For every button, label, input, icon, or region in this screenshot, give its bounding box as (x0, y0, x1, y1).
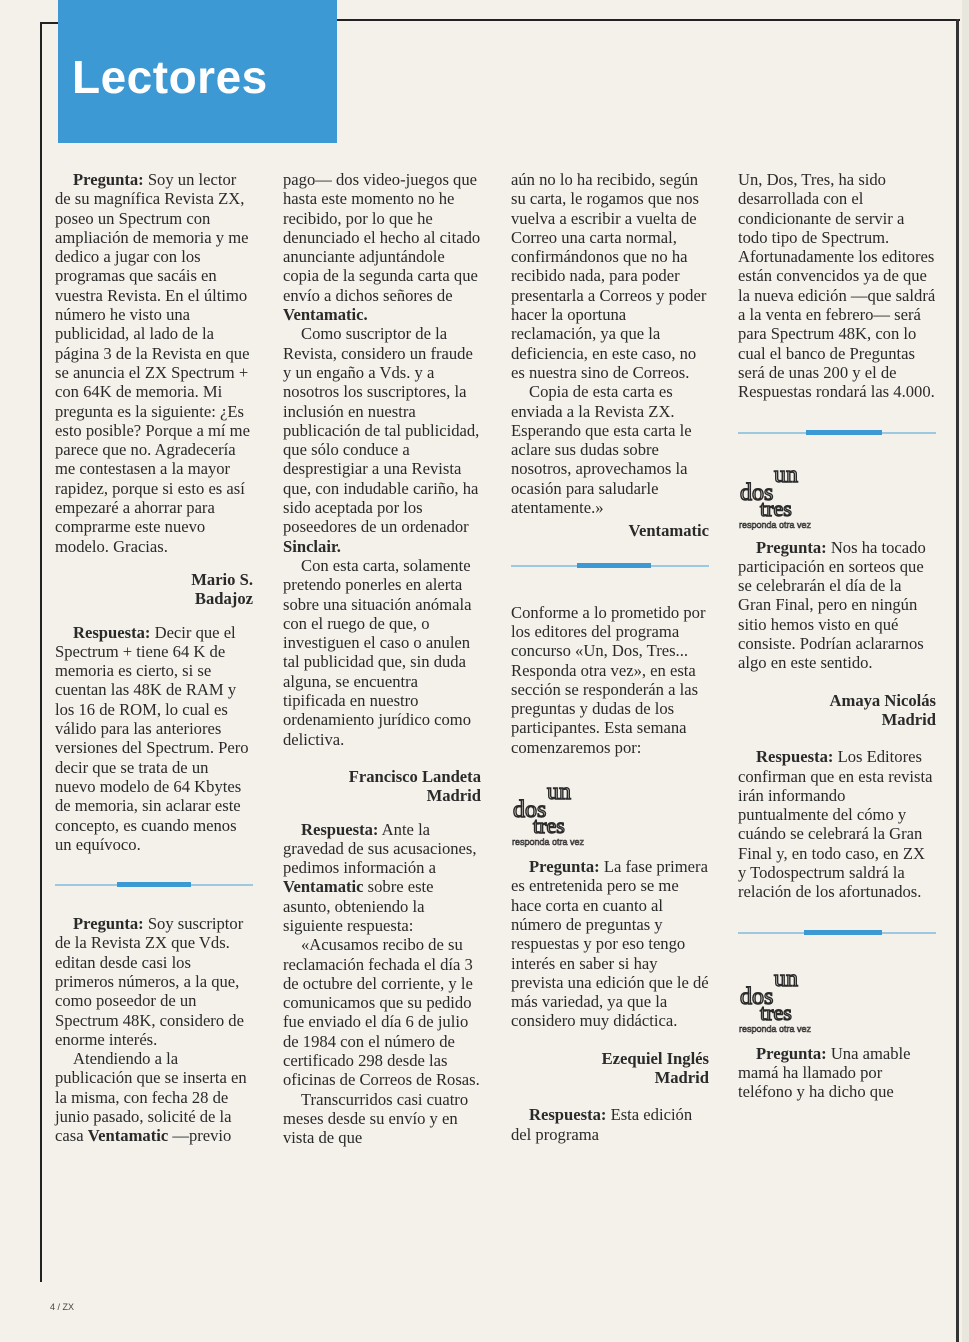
question-text: Soy un lector de su magnífica Revista ZX, poseo un Spectrum con ampliación de memoria y me dedico a jugar con los programas que sacáis en vuestra Revista. En el último número he visto una publicidad, al lado de la página 3 de la Revista en que se anuncia el ZX Spectrum + con 64K de memoria. Mi pregunta es la siguiente: ¿Es esto posible? Porque a mí me parece que no. Agradecería me contestasen a la mayor rapidez, porque si esto es así empezaré a ahorrar para comprarme este nuevo modelo. Gracias. (55, 170, 250, 556)
question-label: Pregunta: (756, 1043, 827, 1063)
svg-text:un: un (774, 965, 798, 992)
signature-city: Madrid (426, 786, 481, 806)
page-margin (962, 0, 969, 1342)
svg-text:un: un (774, 461, 798, 488)
answer-2: Respuesta: Ante la gravedad de sus acusaciones, pedimos información a Ventamatic sobre este asunto, obteniendo la siguiente respuesta: (283, 819, 477, 935)
question-text: Soy suscriptor de la Revista ZX que Vds. editan desde casi los primeros números, a la que, como poseedor de un Spectrum 48K, considero de enorme interés. (55, 914, 244, 1049)
signature-city: Madrid (654, 1067, 709, 1087)
svg-text:responda otra vez: responda otra vez (739, 1023, 812, 1034)
quoted-letter: Copia de esta carta es enviada a la Revista ZX. Esperando que esta carta le aclare sus dudas sobre nosotros, aprovechamos la ocasión para saludarle atentamente.» (511, 382, 692, 518)
quoted-letter: Transcurridos casi cuatro meses desde su envío y en vista de que (283, 1089, 469, 1148)
section-divider (738, 932, 936, 934)
page-frame-top (332, 19, 960, 21)
letter-paragraph: pago— dos video-juegos que hasta este momento no he recibido, por lo que he denunciado el hecho al citado anunciante adjuntándole copia de la segunda carta que envío a dichos señores de Ventamatic. (283, 170, 481, 325)
signature-name: Ezequiel Inglés (601, 1048, 709, 1068)
quoted-letter: «Acusamos recibo de su reclamación fechada el día 3 de octubre del corriente, y le comunicamos que su pedido fue enviado el día 6 de julio de 1984 con el número de certificado 298 desde las oficinas de Correos de Rosas. (283, 935, 480, 1090)
signature-name: Francisco Landeta (348, 766, 481, 786)
page-edge (956, 19, 959, 1342)
answer-1 (55, 623, 253, 855)
letter-question-1 (55, 170, 253, 556)
letter-paragraph: Atendiendo a la publicación que se inserta en la misma, con fecha 28 de junio pasado, solicité de la casa Ventamatic —previo (55, 1049, 247, 1146)
column-4 (738, 170, 936, 1102)
contest-question-3: Pregunta: Una amable mamá ha llamado por teléfono y ha dicho que (738, 1043, 911, 1102)
svg-text:tres: tres (760, 999, 792, 1025)
un-dos-tres-logo (738, 962, 824, 1034)
question-label: Pregunta: (73, 914, 144, 934)
un-dos-tres-logo (738, 458, 824, 530)
svg-text:dos: dos (740, 983, 774, 1010)
question-label: Pregunta: (529, 857, 600, 877)
svg-text:responda otra vez: responda otra vez (739, 519, 812, 530)
page-frame-left (40, 22, 42, 1282)
svg-text:un: un (547, 779, 571, 806)
section-title: Lectores (72, 51, 268, 103)
contest-answer-1: Respuesta: Esta edición del programa (511, 1105, 693, 1144)
answer-label: Respuesta: (301, 819, 379, 839)
signature-city: Badajoz (194, 589, 253, 609)
quoted-letter: aún no lo ha recibido, según su carta, le rogamos que nos vuelva a escribir a vuelta de Correo una carta normal, confirmándonos que no ha recibido nada, para poder presentarla a Correos y poder hacer la oportuna reclamación, ya que la deficiencia, en este caso, no es nuestra sino de Correos. (511, 170, 707, 382)
section-header (58, 0, 337, 143)
svg-text:responda otra vez: responda otra vez (512, 837, 585, 848)
svg-text:dos: dos (513, 797, 547, 824)
svg-text:tres: tres (760, 495, 792, 521)
section-divider (55, 884, 253, 886)
letter-question-2 (55, 914, 253, 1049)
contest-answer-2: Respuesta: Los Editores confirman que en esta revista irán informando puntualmente del cómo y cuándo se celebrará la Gran Final y, en todo caso, en ZX y Todospectrum saldrá la relación de los afortunados. (738, 747, 933, 902)
contest-intro: Conforme a lo prometido por los editores del programa concurso «Un, Dos, Tres... Responda otra vez», en esta sección se responderán a las preguntas y dudas de los participantes. Esta semana comenzaremos por: (511, 602, 706, 757)
column-1 (55, 170, 253, 1146)
svg-text:dos: dos (740, 479, 774, 506)
question-label: Pregunta: (73, 170, 144, 189)
signature-city: Madrid (881, 709, 936, 729)
answer-label: Respuesta: (73, 622, 151, 642)
section-divider (511, 565, 709, 567)
answer-label: Respuesta: (756, 747, 834, 767)
letter-paragraph: Como suscriptor de la Revista, considero un fraude y un engaño a Vds. y a nosotros los suscriptores, la inclusión en nuestra publicación de tal publicidad, que sólo conduce a desprestigiar a una Revista que, con indudable cariño, ha sido aceptada por los poseedores de un ordenador Sinclair. (283, 324, 480, 556)
answer-label: Respuesta: (529, 1105, 607, 1125)
contest-question-2: Pregunta: Nos ha tocado participación en sorteos que se celebrarán el día de la Gran Final, pero en ningún sitio hemos visto en qué consiste. Podrían aclararnos algo en este sentido. (738, 537, 926, 673)
question-label: Pregunta: (756, 537, 827, 557)
signature-name: Ventamatic (628, 521, 709, 541)
section-divider (738, 432, 936, 434)
contest-question-1: Pregunta: La fase primera es entretenida pero se me hace corta en cuanto al número de preguntas y respuestas y por eso tengo interés en saber si hay prevista una edición que le dé más variedad, ya que la considero muy didáctica. (511, 857, 709, 1031)
column-2 (283, 170, 481, 1148)
page-frame-tick (40, 22, 58, 24)
letter-paragraph: Con esta carta, solamente pretendo ponerles en alerta sobre una situación anómala con el ruego de que, o investiguen el caso o anulen tal publicidad que, sin duda alguna, se encuentra tipificada en nuestro ordenamiento jurídico como delictiva. (283, 555, 472, 749)
svg-text:tres: tres (533, 813, 565, 839)
page-footer: 4 / ZX (50, 1302, 75, 1312)
column-3 (511, 170, 709, 1144)
signature-name: Mario S. (191, 569, 253, 589)
signature-name: Amaya Nicolás (829, 690, 936, 710)
contest-answer-continued: Un, Dos, Tres, ha sido desarrollada con el condicionante de servir a todo tipo de Spectrum. Afortunadamente los editores están convencidos ya de que la nueva edición —que saldrá a la venta en febrero— será para Spectrum 48K, con lo cual el banco de Preguntas será de unas 200 y el de Respuestas rondará las 4.000. (738, 170, 936, 402)
un-dos-tres-logo (511, 775, 597, 847)
answer-text: Decir que el Spectrum + tiene 64 K de memoria es cierto, si se cuentan las 48K de RAM y los 16 de ROM, lo cual es válido para las anteriores versiones del Spectrum. Pero decir que se trata de un nuevo modelo de 64 Kbytes de memoria, sin aclarar este concepto, es cuando menos un equívoco. (55, 622, 249, 854)
